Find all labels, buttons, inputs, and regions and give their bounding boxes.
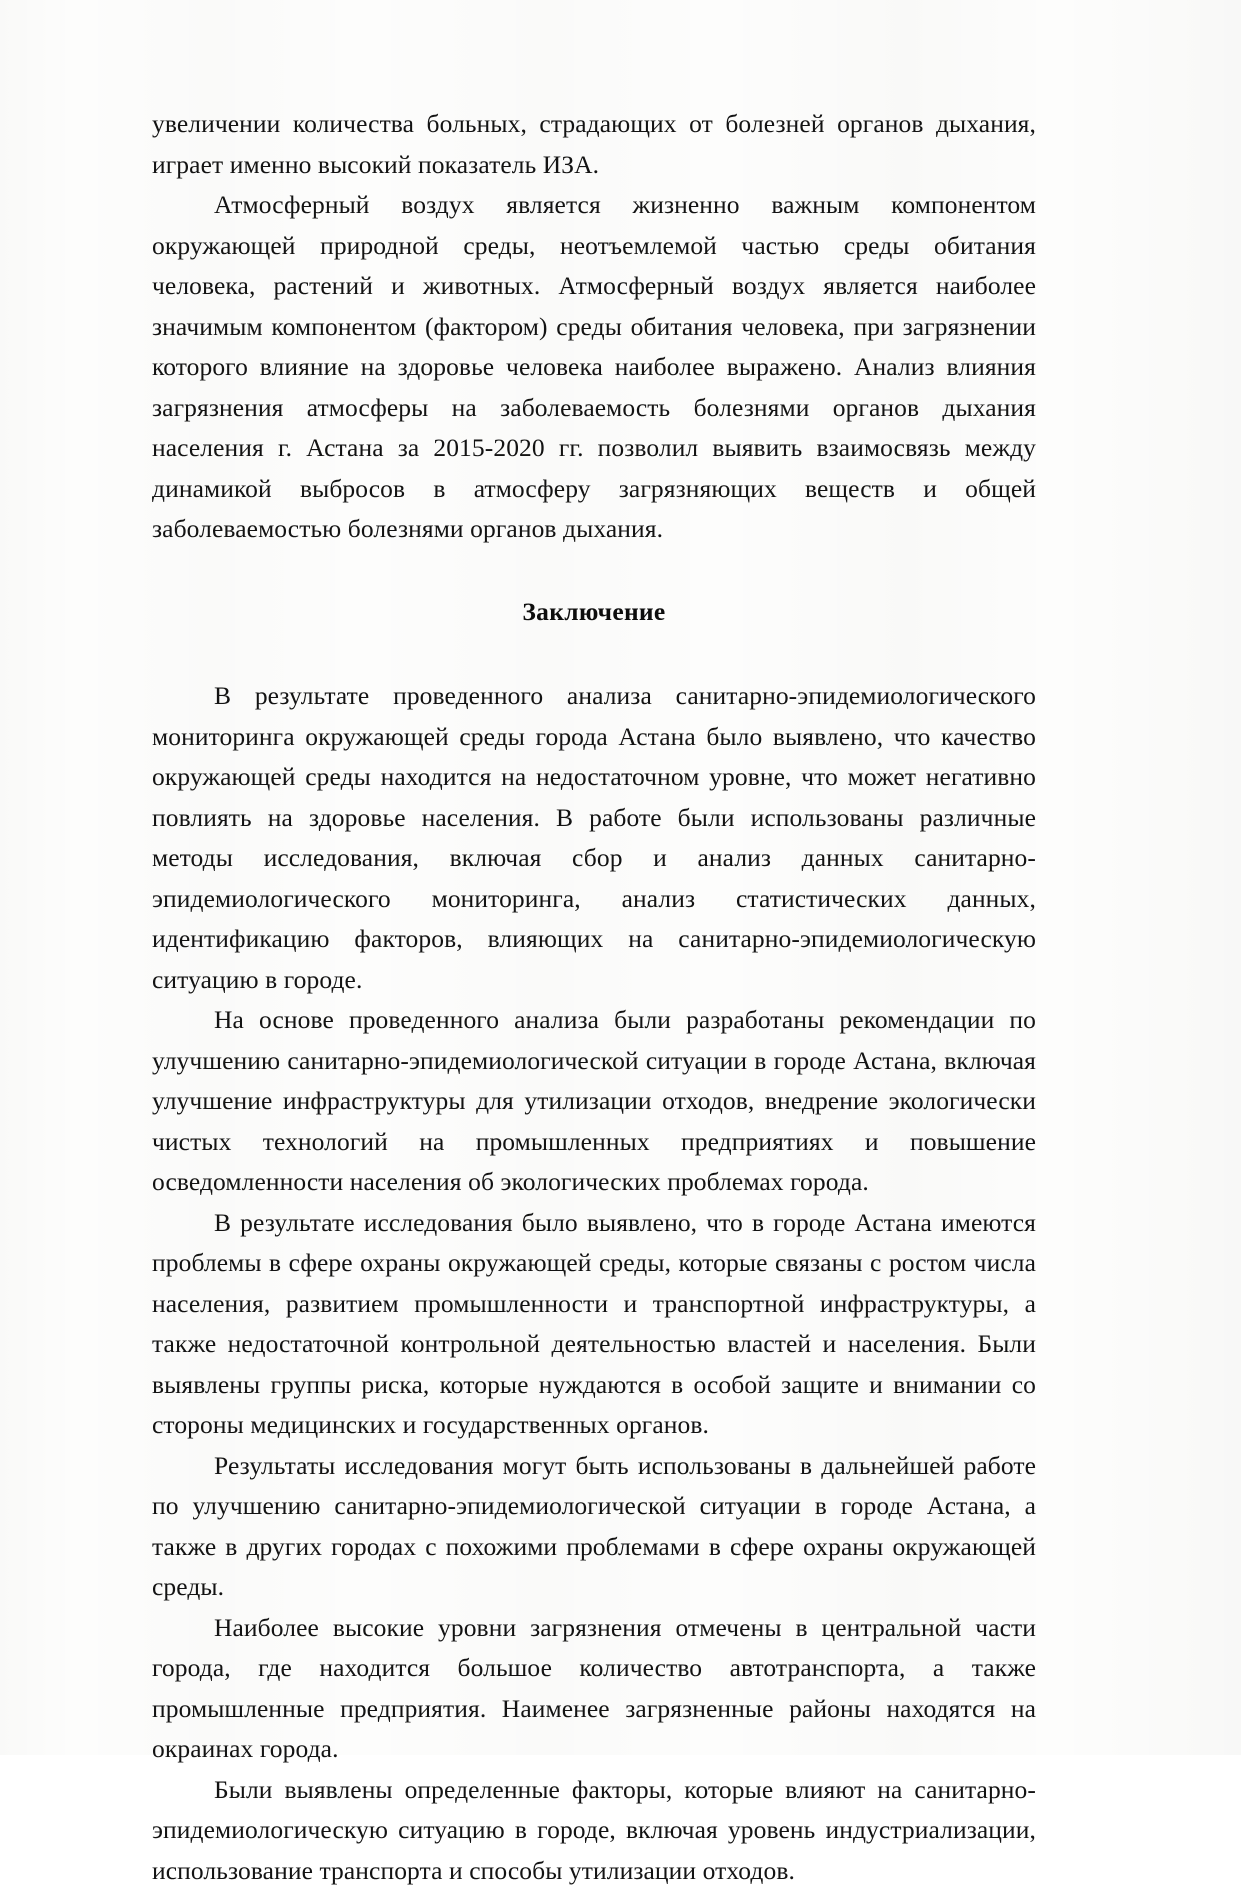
heading-conclusion: Заключение (152, 592, 1036, 633)
paragraph-results-usage: Результаты исследования могут быть использованы в дальнейшей работе по улучшению санитарно-эпидемиологической ситуации в городе Астана, а также в других городах с похожими проблемами в сфере охраны окружающей среды. (152, 1446, 1036, 1608)
paragraph-analysis-result: В результате проведенного анализа санитарно-эпидемиологического мониторинга окружающей среды города Астана было выявлено, что качество окружающей среды находится на недостаточном уровне, что может негативно повлиять на здоровье населения. В работе были использованы различные методы исследования, включая сбор и анализ данных санитарно-эпидемиологического мониторинга, анализ статистических данных, идентификацию факторов, влияющих на санитарно-эпидемиологическую ситуацию в городе. (152, 676, 1036, 1000)
paragraph-recommendations: На основе проведенного анализа были разработаны рекомендации по улучшению санитарно-эпидемиологической ситуации в городе Астана, включая улучшение инфраструктуры для утилизации отходов, внедрение экологически чистых технологий на промышленных предприятиях и повышение осведомленности населения об экологических проблемах города. (152, 1000, 1036, 1203)
paragraph-atmospheric-air: Атмосферный воздух является жизненно важным компонентом окружающей природной среды, неотъемлемой частью среды обитания человека, растений и животных. Атмосферный воздух является наиболее значимым компонентом (фактором) среды обитания человека, при загрязнении которого влияние на здоровье человека наиболее выражено. Анализ влияния загрязнения атмосферы на заболеваемость болезнями органов дыхания населения г. Астана за 2015-2020 гг. позволил выявить взаимосвязь между динамикой выбросов в атмосферу загрязняющих веществ и общей заболеваемостью болезнями органов дыхания. (152, 185, 1036, 550)
paragraph-problems-identified: В результате исследования было выявлено, что в городе Астана имеются проблемы в сфере охраны окружающей среды, которые связаны с ростом числа населения, развитием промышленности и транспортной инфраструктуры, а также недостаточной контрольной деятельностью властей и населения. Были выявлены группы риска, которые нуждаются в особой защите и внимании со стороны медицинских и государственных органов. (152, 1203, 1036, 1446)
paragraph-factors: Были выявлены определенные факторы, которые влияют на санитарно-эпидемиологическую ситуацию в городе, включая уровень индустриализации, использование транспорта и способы утилизации отходов. (152, 1770, 1036, 1891)
paragraph-izа-continuation: увеличении количества больных, страдающих от болезней органов дыхания, играет именно высокий показатель ИЗА. (152, 104, 1036, 185)
page-text-column (152, 104, 1036, 1891)
spacer-after-heading (152, 632, 1036, 676)
paragraph-highest-pollution: Наиболее высокие уровни загрязнения отмечены в центральной части города, где находится большое количество автотранспорта, а также промышленные предприятия. Наименее загрязненные районы находятся на окраинах города. (152, 1608, 1036, 1770)
spacer-before-heading (152, 550, 1036, 592)
